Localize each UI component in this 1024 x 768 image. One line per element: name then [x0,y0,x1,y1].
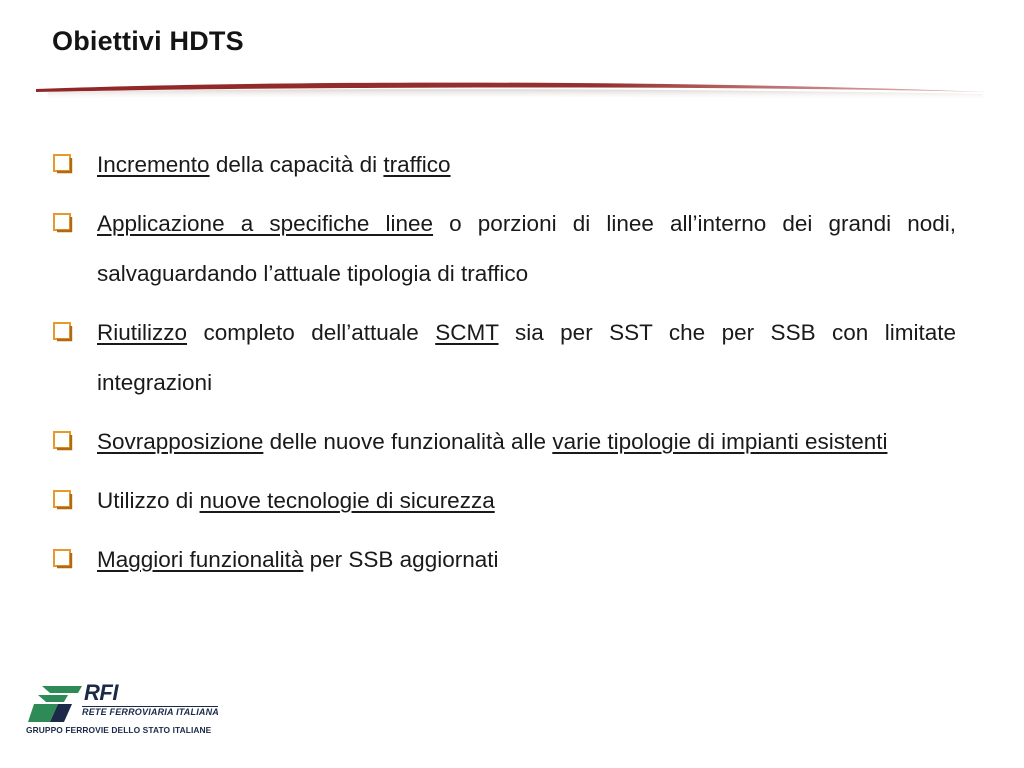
underlined-text: traffico [383,152,451,177]
bullet-text: Utilizzo di [97,488,200,513]
underlined-text: SCMT [435,320,499,345]
logo-brand-text: RFI [84,680,118,705]
underlined-text: Maggiori funzionalità [97,547,304,572]
bullet-item [52,308,956,408]
bullet-item [52,140,956,190]
underlined-text: varie tipologie di impianti esistenti [552,429,888,454]
checkbox-bullet-icon [53,490,73,510]
checkbox-bullet-icon [53,431,73,451]
bullet-text: per SSB aggiornati [303,547,499,572]
bullet-item [52,199,956,299]
rfi-logo [26,680,226,744]
checkbox-bullet-icon [53,322,73,342]
fs-logo-mark-icon [28,684,84,724]
bullet-text: delle nuove funzionalità alle [263,429,553,454]
logo-group-name: GRUPPO FERROVIE DELLO STATO ITALIANE [26,725,212,735]
bullet-item [52,535,956,585]
bullet-list [52,140,956,594]
bullet-text: o porzioni di linee all’interno dei grandi nodi, salvaguardando l’attuale tipologia di traffico [97,211,956,286]
title-divider-swoosh [28,76,996,106]
bullet-item [52,417,956,467]
underlined-text: Sovrapposizione [97,429,264,454]
underlined-text: Riutilizzo [97,320,188,345]
underlined-text: nuove tecnologie di sicurezza [199,488,495,513]
bullet-text: della capacità di [209,152,384,177]
underlined-text: Incremento [97,152,210,177]
slide-title: Obiettivi HDTS [52,26,244,56]
bullet-text: completo dell’attuale [187,320,436,345]
checkbox-bullet-icon [53,213,73,233]
bullet-item [52,476,956,526]
bullet-text: sia per SST che per SSB con limitate integrazioni [97,320,956,395]
checkbox-bullet-icon [53,154,73,174]
logo-company-name: RETE FERROVIARIA ITALIANA [82,707,219,717]
underlined-text: Applicazione a specifiche linee [97,211,434,236]
checkbox-bullet-icon [53,549,73,569]
